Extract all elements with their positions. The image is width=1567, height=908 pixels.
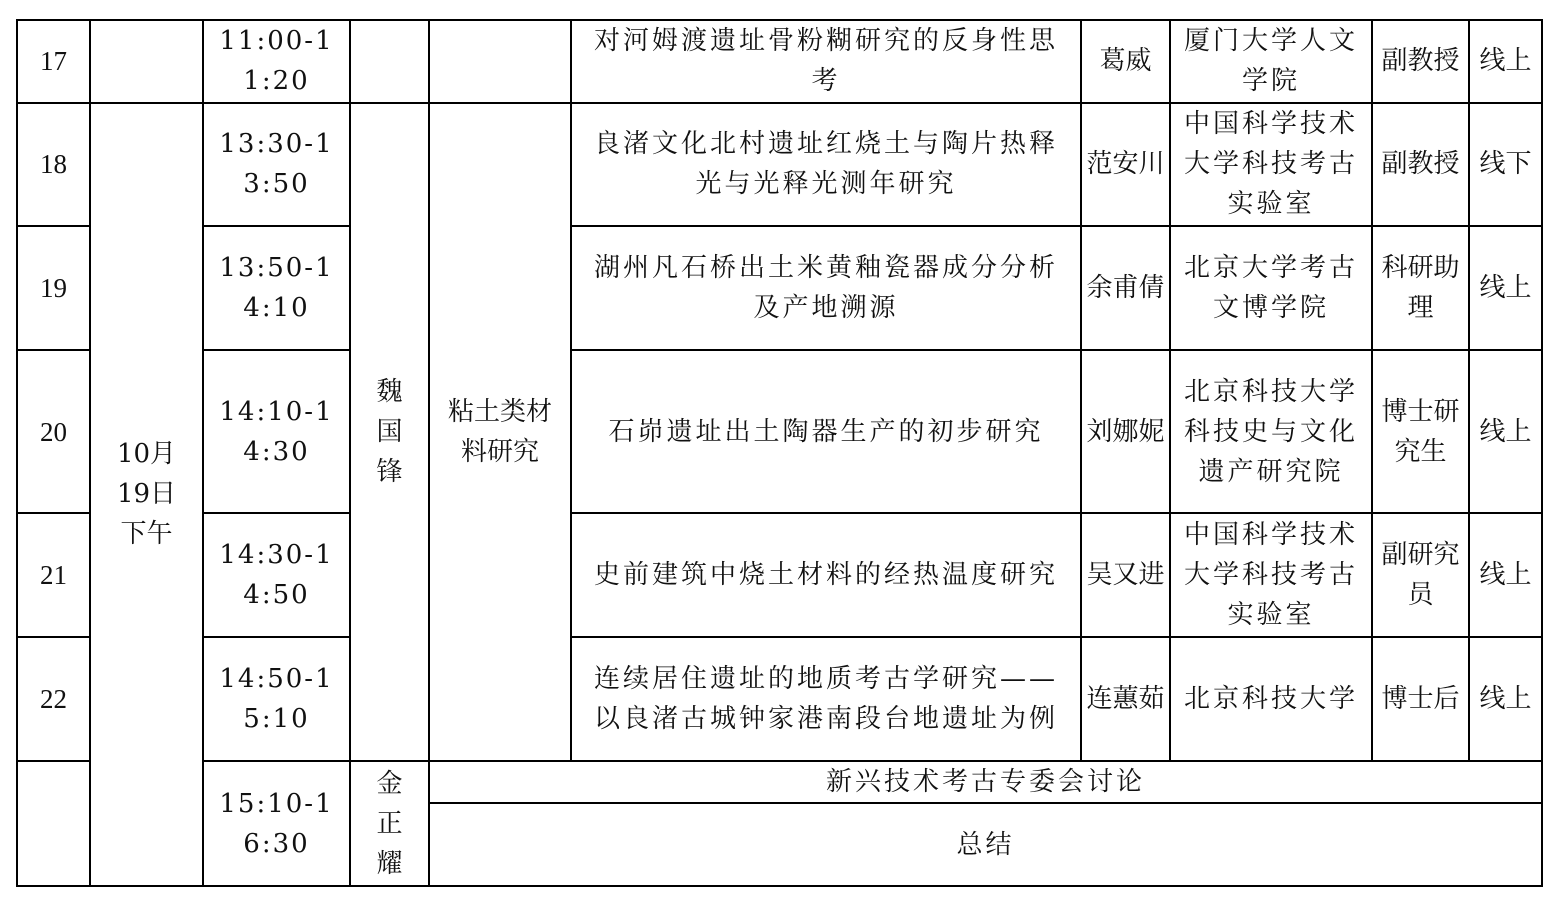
attendance-mode: 线下 (1469, 103, 1542, 227)
speaker-affiliation: 中国科学技术大学科技考古实验室 (1170, 513, 1372, 637)
closing-row (17, 761, 1542, 803)
speaker-name: 范安川 (1081, 103, 1170, 227)
row-number: 20 (17, 350, 90, 513)
table-row (17, 350, 1542, 513)
session-date: 10月19日下午 (90, 103, 203, 886)
talk-topic: 连续居住遗址的地质考古学研究——以良渚古城钟家港南段台地遗址为例 (571, 637, 1081, 761)
speaker-name: 葛威 (1081, 20, 1170, 103)
time-slot: 13:30-13:50 (203, 103, 350, 227)
time-slot: 14:30-14:50 (203, 513, 350, 637)
attendance-mode: 线上 (1469, 20, 1542, 103)
speaker-name: 吴又进 (1081, 513, 1170, 637)
talk-topic: 良渚文化北村遗址红烧土与陶片热释光与光释光测年研究 (571, 103, 1081, 227)
speaker-title: 副研究员 (1372, 513, 1469, 637)
talk-topic: 石峁遗址出土陶器生产的初步研究 (571, 350, 1081, 513)
speaker-title: 副教授 (1372, 20, 1469, 103)
table-row (17, 637, 1542, 761)
closing-number-empty (17, 761, 90, 886)
speaker-affiliation: 北京科技大学科技史与文化遗产研究院 (1170, 350, 1372, 513)
speaker-name: 余甫倩 (1081, 226, 1170, 350)
talk-topic: 湖州凡石桥出土米黄釉瓷器成分分析及产地溯源 (571, 226, 1081, 350)
time-slot: 11:00-11:20 (203, 20, 350, 103)
row-number: 19 (17, 226, 90, 350)
summary-item: 总结 (429, 803, 1542, 886)
time-slot: 14:50-15:10 (203, 637, 350, 761)
time-slot: 13:50-14:10 (203, 226, 350, 350)
date-cell-empty (90, 20, 203, 103)
speaker-title: 博士后 (1372, 637, 1469, 761)
attendance-mode: 线上 (1469, 637, 1542, 761)
attendance-mode: 线上 (1469, 226, 1542, 350)
row-number: 21 (17, 513, 90, 637)
closing-chair: 金正耀 (350, 761, 429, 886)
speaker-affiliation: 厦门大学人文学院 (1170, 20, 1372, 103)
theme-cell-empty (429, 20, 571, 103)
discussion-item: 新兴技术考古专委会讨论 (429, 761, 1542, 803)
speaker-title: 博士研究生 (1372, 350, 1469, 513)
talk-topic: 史前建筑中烧土材料的经热温度研究 (571, 513, 1081, 637)
row-number: 18 (17, 103, 90, 227)
table-row (17, 226, 1542, 350)
session-theme: 粘土类材料研究 (429, 103, 571, 762)
speaker-affiliation: 北京科技大学 (1170, 637, 1372, 761)
row-number: 17 (17, 20, 90, 103)
speaker-affiliation: 中国科学技术大学科技考古实验室 (1170, 103, 1372, 227)
chair-cell-empty (350, 20, 429, 103)
schedule-table (16, 19, 1543, 887)
closing-time-slot: 15:10-16:30 (203, 761, 350, 886)
session-chair: 魏国锋 (350, 103, 429, 762)
speaker-title: 科研助理 (1372, 226, 1469, 350)
speaker-name: 连蕙茹 (1081, 637, 1170, 761)
talk-topic: 对河姆渡遗址骨粉糊研究的反身性思考 (571, 20, 1081, 103)
row-number: 22 (17, 637, 90, 761)
speaker-title: 副教授 (1372, 103, 1469, 227)
speaker-affiliation: 北京大学考古文博学院 (1170, 226, 1372, 350)
time-slot: 14:10-14:30 (203, 350, 350, 513)
table-row (17, 513, 1542, 637)
table-row (17, 20, 1542, 103)
speaker-name: 刘娜妮 (1081, 350, 1170, 513)
attendance-mode: 线上 (1469, 350, 1542, 513)
attendance-mode: 线上 (1469, 513, 1542, 637)
table-row (17, 103, 1542, 227)
